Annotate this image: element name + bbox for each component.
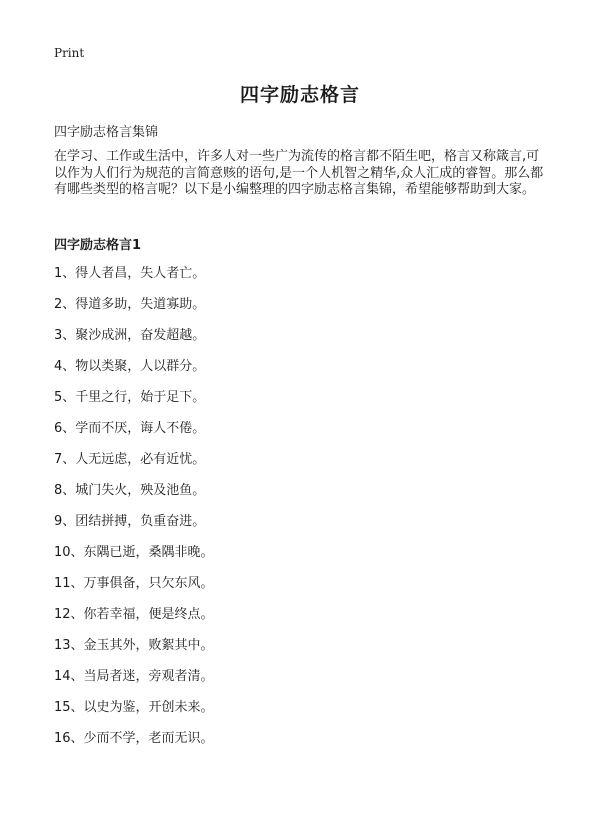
quote-list xyxy=(54,266,214,762)
quote-item: 2、得道多助，失道寡助。 xyxy=(54,297,206,312)
quote-item: 12、你若幸福，便是终点。 xyxy=(54,607,214,622)
quote-item: 1、得人者昌，失人者亡。 xyxy=(54,266,206,281)
intro-paragraph: 在学习、工作或生活中，许多人对一些广为流传的格言都不陌生吧，格言又称箴言,可以作为人们行为规范的言简意赅的语句,是一个人机智之精华,众人汇成的睿智。那么都有哪些类型的格言呢？以下是小编整理的四字励志格言集锦，希望能够帮助到大家。 xyxy=(54,149,544,197)
quote-item: 15、以史为鉴，开创未来。 xyxy=(54,700,214,715)
quote-item: 4、物以类聚，人以群分。 xyxy=(54,359,206,374)
quote-item: 7、人无远虑，必有近忧。 xyxy=(54,452,206,467)
article-subtitle: 四字励志格言集锦 xyxy=(54,125,159,140)
quote-item: 9、团结拼搏，负重奋进。 xyxy=(54,514,206,529)
quote-item: 16、少而不学，老而无识。 xyxy=(54,731,214,746)
quote-item: 5、千里之行，始于足下。 xyxy=(54,390,206,405)
quote-item: 8、城门失火，殃及池鱼。 xyxy=(54,483,206,498)
quote-item: 6、学而不厌，诲人不倦。 xyxy=(54,421,206,436)
print-link[interactable]: Print xyxy=(54,46,85,60)
quote-item: 11、万事俱备，只欠东风。 xyxy=(54,576,214,591)
quote-item: 3、聚沙成洲，奋发超越。 xyxy=(54,328,206,343)
quote-item: 10、东隅已逝，桑隅非晚。 xyxy=(54,545,214,560)
quote-item: 13、金玉其外，败絮其中。 xyxy=(54,638,214,653)
page-title: 四字励志格言 xyxy=(239,84,360,106)
quote-item: 14、当局者迷，旁观者清。 xyxy=(54,669,214,684)
section-heading: 四字励志格言1 xyxy=(54,238,142,253)
